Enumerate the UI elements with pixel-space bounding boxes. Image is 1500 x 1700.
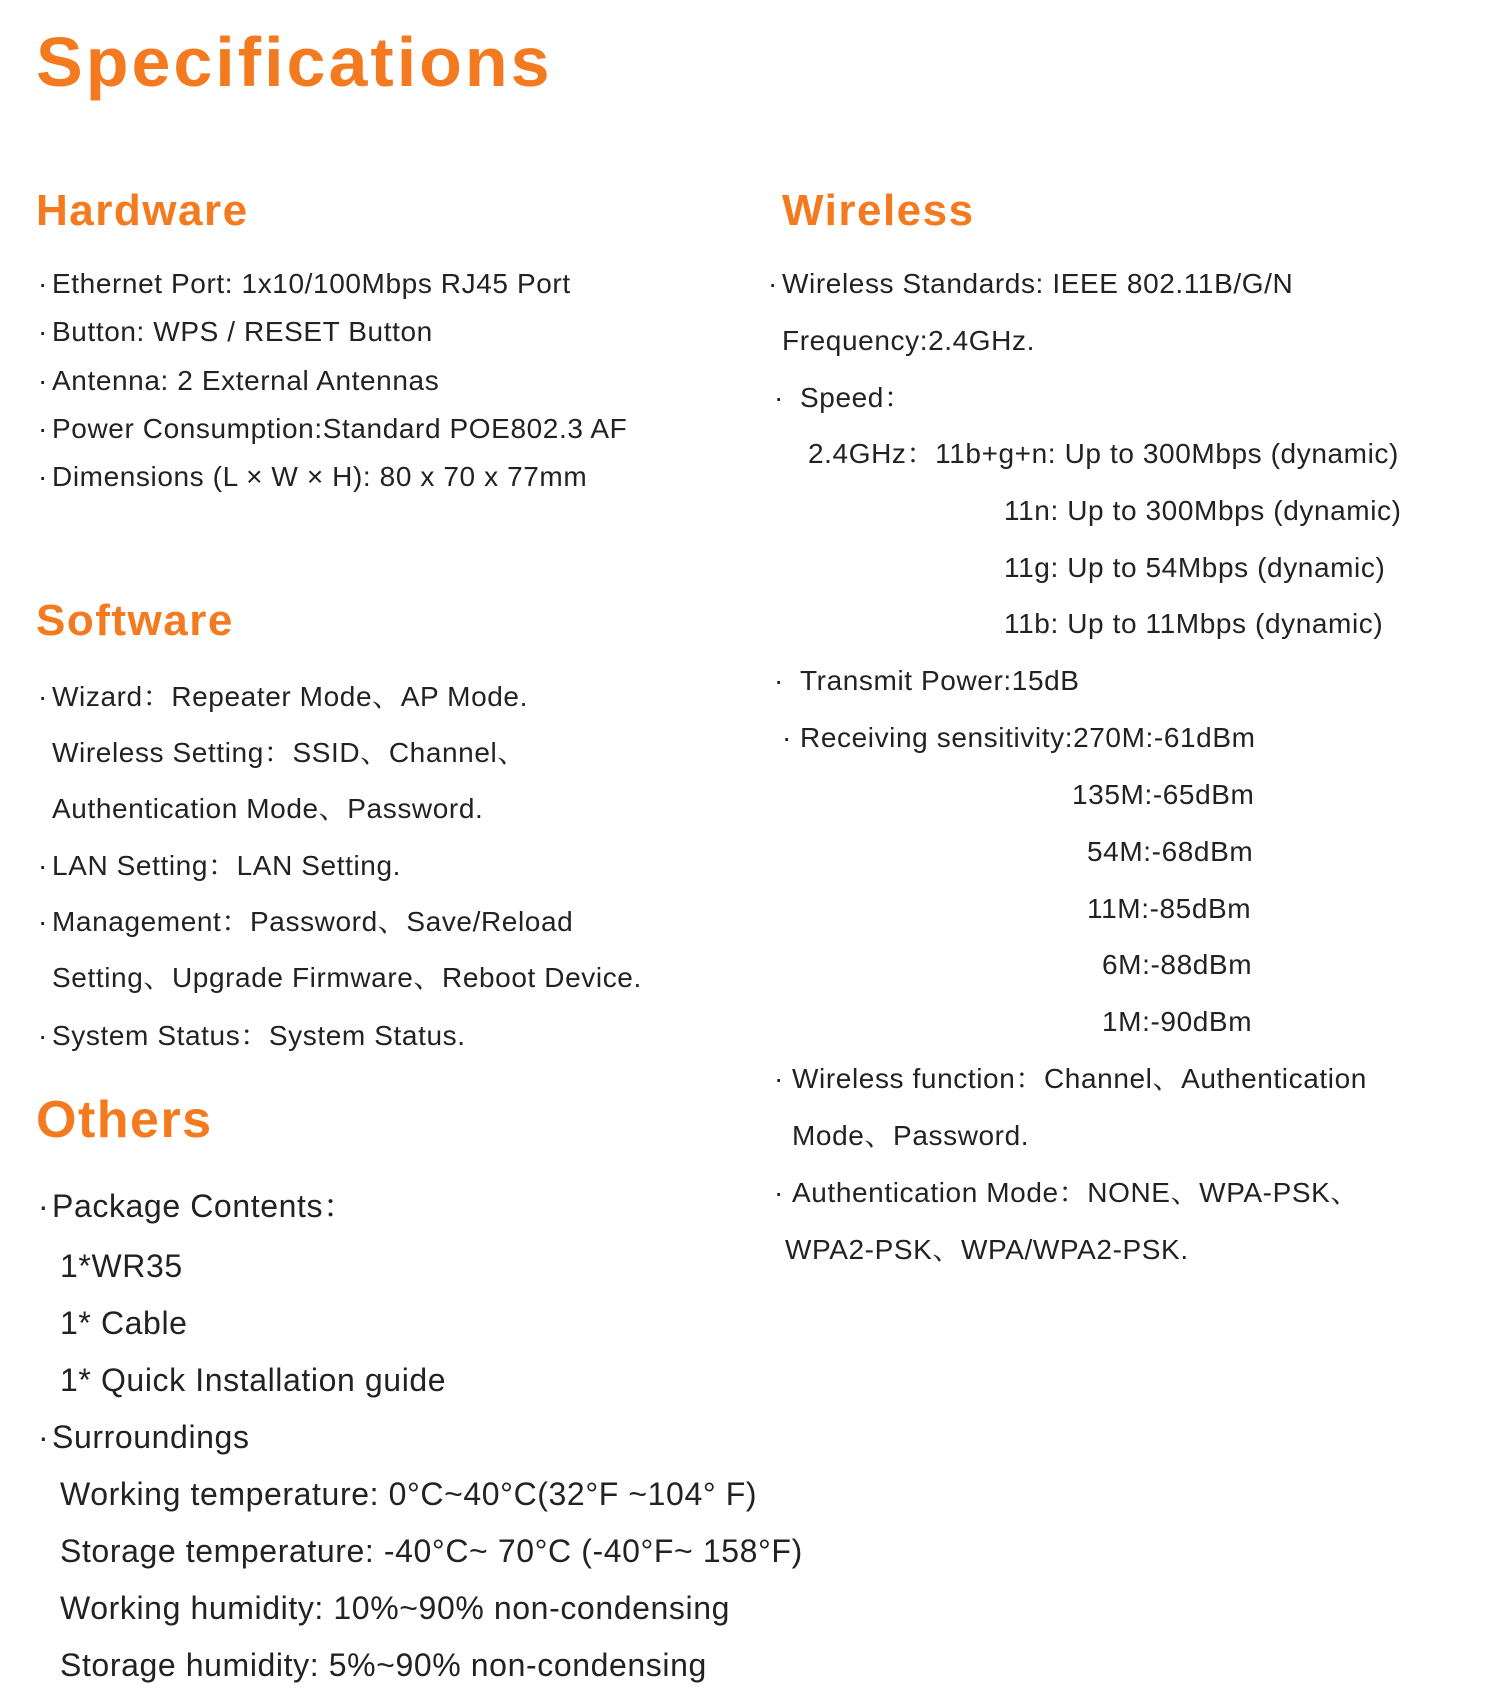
wireless-item-speed-label: · Speed： — [774, 382, 913, 413]
hardware-item-power: · Power Consumption:Standard POE802.3 AF — [38, 413, 628, 444]
hardware-item-ethernet: · Ethernet Port: 1x10/100Mbps RJ45 Port — [38, 268, 571, 299]
software-item-management: · Management：Password、Save/Reload — [38, 906, 574, 937]
wireless-speed-item: 11n: Up to 300Mbps (dynamic) — [1004, 495, 1402, 526]
wireless-speed-item: 11g: Up to 54Mbps (dynamic) — [1004, 552, 1386, 583]
software-item-lan: · LAN Setting：LAN Setting. — [38, 850, 402, 881]
wireless-item-transmit-power: · Transmit Power:15dB — [774, 665, 1080, 696]
software-item-status: · System Status：System Status. — [38, 1020, 466, 1051]
others-surroundings-item: Storage humidity: 5%~90% non-condensing — [60, 1647, 707, 1683]
others-package-label: ·Package Contents： — [38, 1188, 356, 1224]
page-title: Specifications — [36, 23, 553, 101]
wireless-item-frequency: Frequency:2.4GHz. — [782, 325, 1035, 356]
software-item-wireless-setting: Wireless Setting：SSID、Channel、 — [52, 737, 526, 768]
wireless-item-standards: · Wireless Standards: IEEE 802.11B/G/N — [768, 268, 1294, 299]
wireless-sensitivity-item: 135M:-65dBm — [1072, 779, 1255, 810]
wireless-sensitivity-item: 6M:-88dBm — [1102, 949, 1253, 980]
software-item-wireless-setting-cont: Authentication Mode、Password. — [52, 793, 484, 824]
others-surroundings-item: Working humidity: 10%~90% non-condensing — [60, 1590, 731, 1626]
wireless-speed-item: 11b: Up to 11Mbps (dynamic) — [1004, 608, 1384, 639]
wireless-item-auth-mode-cont: WPA2-PSK、WPA/WPA2-PSK. — [785, 1234, 1189, 1265]
wireless-speed-item: 2.4GHz：11b+g+n: Up to 300Mbps (dynamic) — [808, 438, 1399, 469]
wireless-item-function-cont: Mode、Password. — [792, 1120, 1030, 1151]
software-heading: Software — [36, 596, 234, 645]
software-item-wizard: · Wizard：Repeater Mode、AP Mode. — [38, 681, 528, 712]
wireless-sensitivity-item: 1M:-90dBm — [1102, 1006, 1253, 1037]
others-surroundings-item: Storage temperature: -40°C~ 70°C (-40°F~ 158°F) — [60, 1533, 803, 1569]
wireless-heading: Wireless — [782, 186, 975, 235]
wireless-sensitivity-item: 54M:-68dBm — [1087, 836, 1254, 867]
hardware-heading: Hardware — [36, 186, 249, 235]
hardware-item-button: · Button: WPS / RESET Button — [38, 316, 433, 347]
others-package-item: 1*WR35 — [60, 1248, 183, 1284]
hardware-item-dimensions: · Dimensions (L × W × H): 80 x 70 x 77mm — [38, 461, 588, 492]
others-package-item: 1* Cable — [60, 1305, 188, 1341]
others-heading: Others — [36, 1091, 213, 1149]
others-surroundings-label: ·Surroundings — [38, 1419, 250, 1455]
wireless-sensitivity-item: 11M:-85dBm — [1087, 893, 1252, 924]
others-surroundings-item: Working temperature: 0°C~40°C(32°F ~104° F) — [60, 1476, 758, 1512]
software-item-management-cont: Setting、Upgrade Firmware、Reboot Device. — [52, 962, 642, 993]
wireless-item-auth-mode: · Authentication Mode：NONE、WPA-PSK、 — [774, 1177, 1360, 1208]
wireless-item-sensitivity: · Receiving sensitivity:270M:-61dBm — [782, 722, 1256, 753]
hardware-item-antenna: · Antenna: 2 External Antennas — [38, 365, 440, 396]
wireless-item-function: · Wireless function：Channel、Authentication — [774, 1063, 1367, 1094]
others-package-item: 1* Quick Installation guide — [60, 1362, 447, 1398]
